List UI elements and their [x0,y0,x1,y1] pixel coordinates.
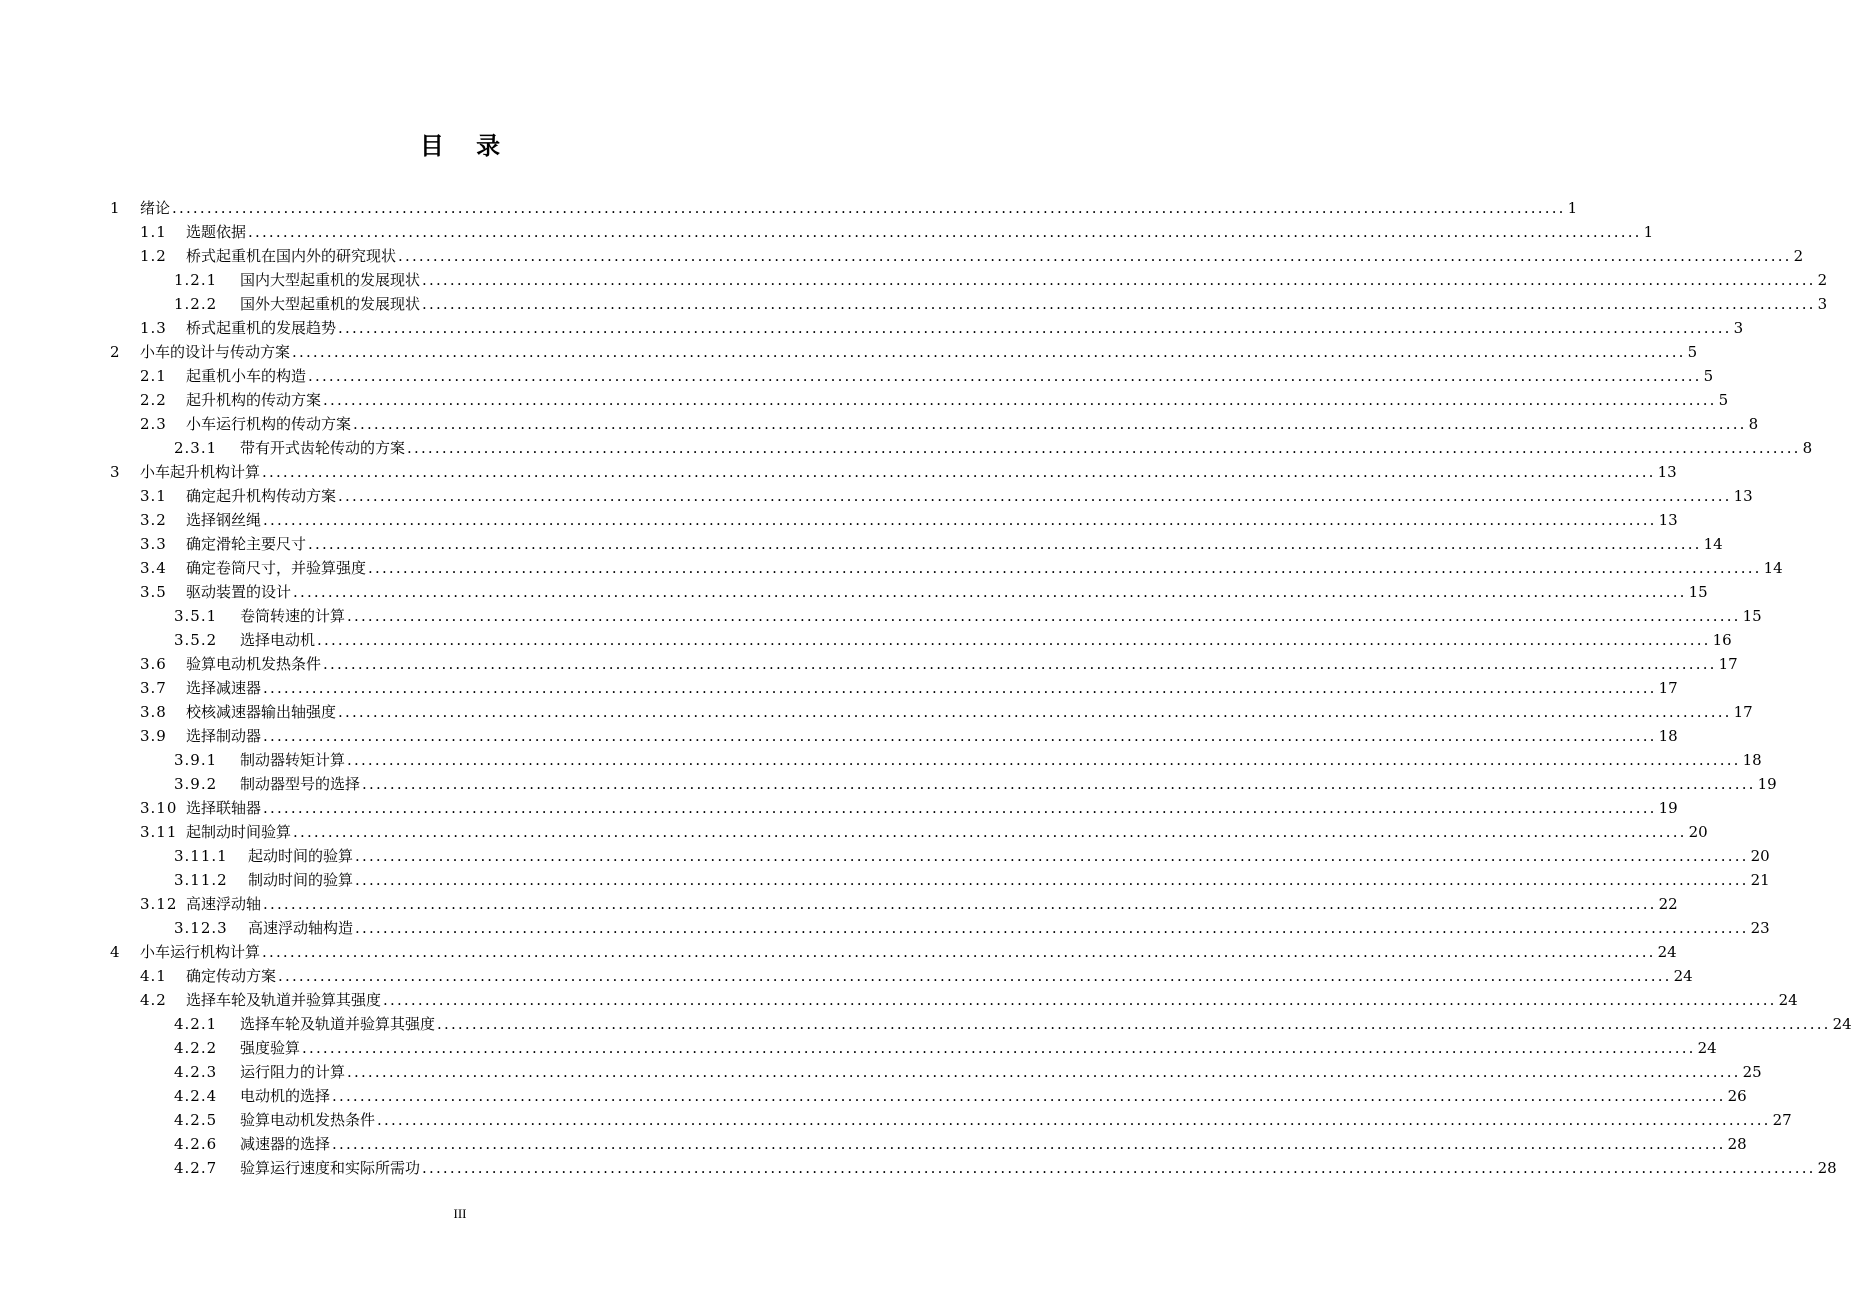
toc-entry-title: 起升机构的传动方案 [186,391,322,409]
toc-entry[interactable] [140,556,1783,580]
toc-entry-title: 制动器型号的选择 [240,775,361,793]
toc-dot-leader: ........................................................................................................................................................................................................ [263,799,1657,817]
toc-entry-number: 4.2.6 [174,1135,218,1153]
toc-entry-number: 3 [110,463,121,481]
toc-entry-page: 5 [1718,391,1729,409]
toc-dot-leader: ........................................................................................................................................................................................................ [422,295,1816,313]
toc-dot-leader: ........................................................................................................................................................................................................ [323,655,1717,673]
toc-dot-leader: ........................................................................................................................................................................................................ [377,1111,1771,1129]
toc-entry-title: 卷筒转速的计算 [240,607,346,625]
toc-entry-title: 起动时间的验算 [248,847,354,865]
toc-dot-leader: ........................................................................................................................................................................................................ [263,895,1657,913]
toc-entry-title: 确定滑轮主要尺寸 [186,535,307,553]
toc-dot-leader: ........................................................................................................................................................................................................ [353,415,1747,433]
page-number-footer: III [453,1206,467,1221]
toc-entry-title: 选择制动器 [186,727,262,745]
toc-dot-leader: ........................................................................................................................................................................................................ [347,1063,1741,1081]
toc-entry-title: 选题依据 [186,223,247,241]
toc-entry-page: 8 [1802,439,1813,457]
toc-entry-number: 4.2 [140,991,167,1009]
toc-entry[interactable] [174,1108,1792,1132]
toc-entry[interactable] [174,628,1732,652]
page-title: 目 录 [419,132,513,160]
toc-dot-leader: ........................................................................................................................................................................................................ [422,271,1816,289]
toc-entry[interactable] [110,340,1698,364]
toc-entry-page: 15 [1742,607,1762,625]
toc-entry-number: 3.9.2 [174,775,218,793]
toc-dot-leader: ........................................................................................................................................................................................................ [323,391,1717,409]
toc-dot-leader: ........................................................................................................................................................................................................ [355,919,1749,937]
toc-entry-page: 18 [1658,727,1678,745]
toc-entry[interactable] [174,1132,1747,1156]
toc-entry-title: 验算电动机发热条件 [240,1111,376,1129]
toc-entry[interactable] [140,484,1753,508]
toc-entry-title: 选择联轴器 [186,799,262,817]
toc-dot-leader: ........................................................................................................................................................................................................ [293,583,1687,601]
toc-entry-number: 4.1 [140,967,167,985]
toc-entry-number: 4.2.1 [174,1015,218,1033]
toc-dot-leader: ........................................................................................................................................................................................................ [248,223,1642,241]
toc-dot-leader: ........................................................................................................................................................................................................ [308,535,1702,553]
toc-entry-title: 验算电动机发热条件 [186,655,322,673]
toc-dot-leader: ........................................................................................................................................................................................................ [338,319,1732,337]
toc-entry-number: 3.1 [140,487,167,505]
toc-dot-leader: ........................................................................................................................................................................................................ [263,511,1657,529]
toc-entry-number: 3.3 [140,535,167,553]
toc-dot-leader: ........................................................................................................................................................................................................ [332,1135,1726,1153]
toc-entry[interactable] [140,388,1729,412]
toc-dot-leader: ........................................................................................................................................................................................................ [407,439,1801,457]
toc-entry-number: 3.12 [140,895,178,913]
toc-entry-number: 2.2 [140,391,167,409]
toc-entry-title: 确定卷筒尺寸，并验算强度 [186,559,367,577]
toc-entry-number: 2.3 [140,415,167,433]
toc-entry[interactable] [174,772,1777,796]
toc-entry-title: 高速浮动轴 [186,895,262,913]
toc-entry[interactable] [174,1156,1837,1180]
toc-entry-number: 1 [110,199,121,217]
toc-dot-leader: ........................................................................................................................................................................................................ [383,991,1777,1009]
toc-entry-number: 2 [110,343,121,361]
toc-entry-page: 24 [1832,1015,1852,1033]
toc-entry[interactable] [140,892,1678,916]
toc-entry-page: 17 [1733,703,1753,721]
toc-dot-leader: ........................................................................................................................................................................................................ [262,943,1656,961]
toc-entry-number: 3.11.2 [174,871,228,889]
toc-entry-title: 起重机小车的构造 [186,367,307,385]
toc-entry-title: 制动器转矩计算 [240,751,346,769]
toc-entry-number: 4 [110,943,121,961]
toc-entry[interactable] [174,604,1762,628]
toc-entry-number: 3.4 [140,559,167,577]
toc-entry[interactable] [140,220,1654,244]
toc-entry-title: 制动时间的验算 [248,871,354,889]
toc-entry[interactable] [140,580,1708,604]
toc-dot-leader: ........................................................................................................................................................................................................ [302,1039,1696,1057]
toc-entry-number: 1.3 [140,319,167,337]
toc-entry-number: 4.2.7 [174,1159,218,1177]
toc-entry-page: 2 [1793,247,1804,265]
toc-entry-number: 1.2 [140,247,167,265]
toc-entry-title: 国外大型起重机的发展现状 [240,295,421,313]
toc-entry-page: 27 [1772,1111,1792,1129]
toc-entry-page: 13 [1733,487,1753,505]
toc-entry[interactable] [140,508,1678,532]
toc-dot-leader: ........................................................................................................................................................................................................ [262,463,1656,481]
toc-entry-number: 3.8 [140,703,167,721]
toc-entry-title: 带有开式齿轮传动的方案 [240,439,406,457]
toc-dot-leader: ........................................................................................................................................................................................................ [422,1159,1816,1177]
toc-entry[interactable] [110,196,1578,220]
toc-entry-page: 21 [1750,871,1770,889]
toc-entry-number: 3.9.1 [174,751,218,769]
toc-entry-title: 起制动时间验算 [186,823,292,841]
toc-entry-number: 4.2.4 [174,1087,218,1105]
toc-entry-page: 17 [1718,655,1738,673]
toc-dot-leader: ........................................................................................................................................................................................................ [338,487,1732,505]
toc-dot-leader: ........................................................................................................................................................................................................ [437,1015,1831,1033]
toc-entry[interactable] [110,460,1677,484]
toc-dot-leader: ........................................................................................................................................................................................................ [355,847,1749,865]
toc-entry[interactable] [174,1036,1717,1060]
toc-entry-page: 5 [1703,367,1714,385]
toc-entry-number: 3.5 [140,583,167,601]
toc-entry[interactable] [110,940,1677,964]
toc-entry-title: 减速器的选择 [240,1135,331,1153]
toc-entry-page: 26 [1727,1087,1747,1105]
toc-entry-title: 小车运行机构计算 [140,943,261,961]
toc-entry-number: 2.1 [140,367,167,385]
toc-entry-number: 1.1 [140,223,167,241]
toc-entry-title: 选择钢丝绳 [186,511,262,529]
toc-entry-title: 国内大型起重机的发展现状 [240,271,421,289]
toc-dot-leader: ........................................................................................................................................................................................................ [292,343,1686,361]
toc-entry-page: 19 [1658,799,1678,817]
toc-entry-page: 16 [1712,631,1732,649]
toc-entry[interactable] [140,244,1804,268]
toc-entry-page: 13 [1657,463,1677,481]
toc-entry-number: 3.6 [140,655,167,673]
toc-entry-page: 20 [1750,847,1770,865]
toc-entry-title: 校核减速器输出轴强度 [186,703,337,721]
toc-entry-page: 24 [1697,1039,1717,1057]
toc-entry-page: 5 [1687,343,1698,361]
toc-entry-page: 20 [1688,823,1708,841]
toc-entry-title: 小车起升机构计算 [140,463,261,481]
toc-entry-title: 高速浮动轴构造 [248,919,354,937]
toc-entry-number: 3.9 [140,727,167,745]
toc-entry[interactable] [140,676,1678,700]
toc-entry[interactable] [140,724,1678,748]
toc-entry-page: 25 [1742,1063,1762,1081]
toc-dot-leader: ........................................................................................................................................................................................................ [308,367,1702,385]
toc-dot-leader: ........................................................................................................................................................................................................ [338,703,1732,721]
toc-entry-number: 3.11 [140,823,178,841]
toc-dot-leader: ........................................................................................................................................................................................................ [362,775,1756,793]
toc-entry[interactable] [140,364,1714,388]
toc-entry-page: 13 [1658,511,1678,529]
toc-entry-title: 桥式起重机的发展趋势 [186,319,337,337]
toc-entry-number: 1.2.2 [174,295,218,313]
toc-entry-number: 4.2.2 [174,1039,218,1057]
toc-entry-page: 3 [1733,319,1744,337]
toc-entry-page: 23 [1750,919,1770,937]
toc-entry[interactable] [140,652,1738,676]
toc-entry-number: 3.5.2 [174,631,218,649]
toc-dot-leader: ........................................................................................................................................................................................................ [398,247,1792,265]
toc-entry[interactable] [140,820,1708,844]
toc-entry-number: 4.2.5 [174,1111,218,1129]
toc-entry-page: 17 [1658,679,1678,697]
toc-entry-title: 选择电动机 [240,631,316,649]
toc-entry[interactable] [174,916,1770,940]
toc-entry[interactable] [174,1060,1762,1084]
toc-entry-page: 24 [1778,991,1798,1009]
toc-entry[interactable] [140,796,1678,820]
toc-entry-title: 选择车轮及轨道并验算其强度 [240,1015,436,1033]
toc-dot-leader: ........................................................................................................................................................................................................ [278,967,1672,985]
toc-entry[interactable] [174,868,1770,892]
toc-entry-title: 验算运行速度和实际所需功 [240,1159,421,1177]
toc-dot-leader: ........................................................................................................................................................................................................ [347,751,1741,769]
toc-entry-title: 电动机的选择 [240,1087,331,1105]
toc-entry[interactable] [174,268,1828,292]
toc-entry-page: 2 [1817,271,1828,289]
toc-entry-title: 确定起升机构传动方案 [186,487,337,505]
toc-entry-page: 24 [1657,943,1677,961]
toc-entry-title: 小车运行机构的传动方案 [186,415,352,433]
toc-entry-page: 24 [1673,967,1693,985]
toc-entry[interactable] [174,1084,1747,1108]
toc-entry[interactable] [140,964,1693,988]
toc-entry-number: 3.10 [140,799,178,817]
toc-entry[interactable] [140,316,1744,340]
toc-entry-title: 驱动装置的设计 [186,583,292,601]
toc-entry-title: 桥式起重机在国内外的研究现状 [186,247,397,265]
toc-dot-leader: ........................................................................................................................................................................................................ [347,607,1741,625]
toc-entry-number: 3.7 [140,679,167,697]
toc-entry[interactable] [174,748,1762,772]
toc-dot-leader: ........................................................................................................................................................................................................ [355,871,1749,889]
toc-dot-leader: ........................................................................................................................................................................................................ [263,679,1657,697]
toc-entry-page: 14 [1763,559,1783,577]
toc-entry-title: 选择车轮及轨道并验算其强度 [186,991,382,1009]
toc-entry-page: 1 [1567,199,1578,217]
toc-entry[interactable] [140,532,1723,556]
toc-entry-page: 28 [1817,1159,1837,1177]
toc-entry-page: 15 [1688,583,1708,601]
toc-entry[interactable] [140,988,1798,1012]
toc-entry-title: 绪论 [140,199,171,217]
toc-entry-number: 4.2.3 [174,1063,218,1081]
toc-entry[interactable] [174,436,1813,460]
toc-entry-title: 运行阻力的计算 [240,1063,346,1081]
toc-entry-page: 1 [1643,223,1654,241]
toc-entry-page: 28 [1727,1135,1747,1153]
toc-entry-title: 强度验算 [240,1039,301,1057]
toc-entry-number: 2.3.1 [174,439,218,457]
toc-dot-leader: ........................................................................................................................................................................................................ [263,727,1657,745]
toc-entry-page: 14 [1703,535,1723,553]
toc-entry[interactable] [140,412,1759,436]
toc-entry[interactable] [174,292,1828,316]
toc-entry-number: 3.11.1 [174,847,228,865]
toc-entry-page: 22 [1658,895,1678,913]
toc-entry[interactable] [174,844,1770,868]
toc-entry-title: 确定传动方案 [186,967,277,985]
toc-entry-title: 选择减速器 [186,679,262,697]
toc-entry-number: 3.5.1 [174,607,218,625]
toc-dot-leader: ........................................................................................................................................................................................................ [172,199,1566,217]
toc-entry-page: 8 [1748,415,1759,433]
toc-dot-leader: ........................................................................................................................................................................................................ [332,1087,1726,1105]
toc-entry-number: 1.2.1 [174,271,218,289]
toc-dot-leader: ........................................................................................................................................................................................................ [293,823,1687,841]
toc-entry-page: 18 [1742,751,1762,769]
toc-entry-number: 3.2 [140,511,167,529]
toc-entry-title: 小车的设计与传动方案 [140,343,291,361]
toc-entry-page: 19 [1757,775,1777,793]
toc-dot-leader: ........................................................................................................................................................................................................ [317,631,1711,649]
toc-dot-leader: ........................................................................................................................................................................................................ [368,559,1762,577]
toc-entry[interactable] [174,1012,1852,1036]
toc-entry[interactable] [140,700,1753,724]
toc-entry-page: 3 [1817,295,1828,313]
toc-entry-number: 3.12.3 [174,919,228,937]
